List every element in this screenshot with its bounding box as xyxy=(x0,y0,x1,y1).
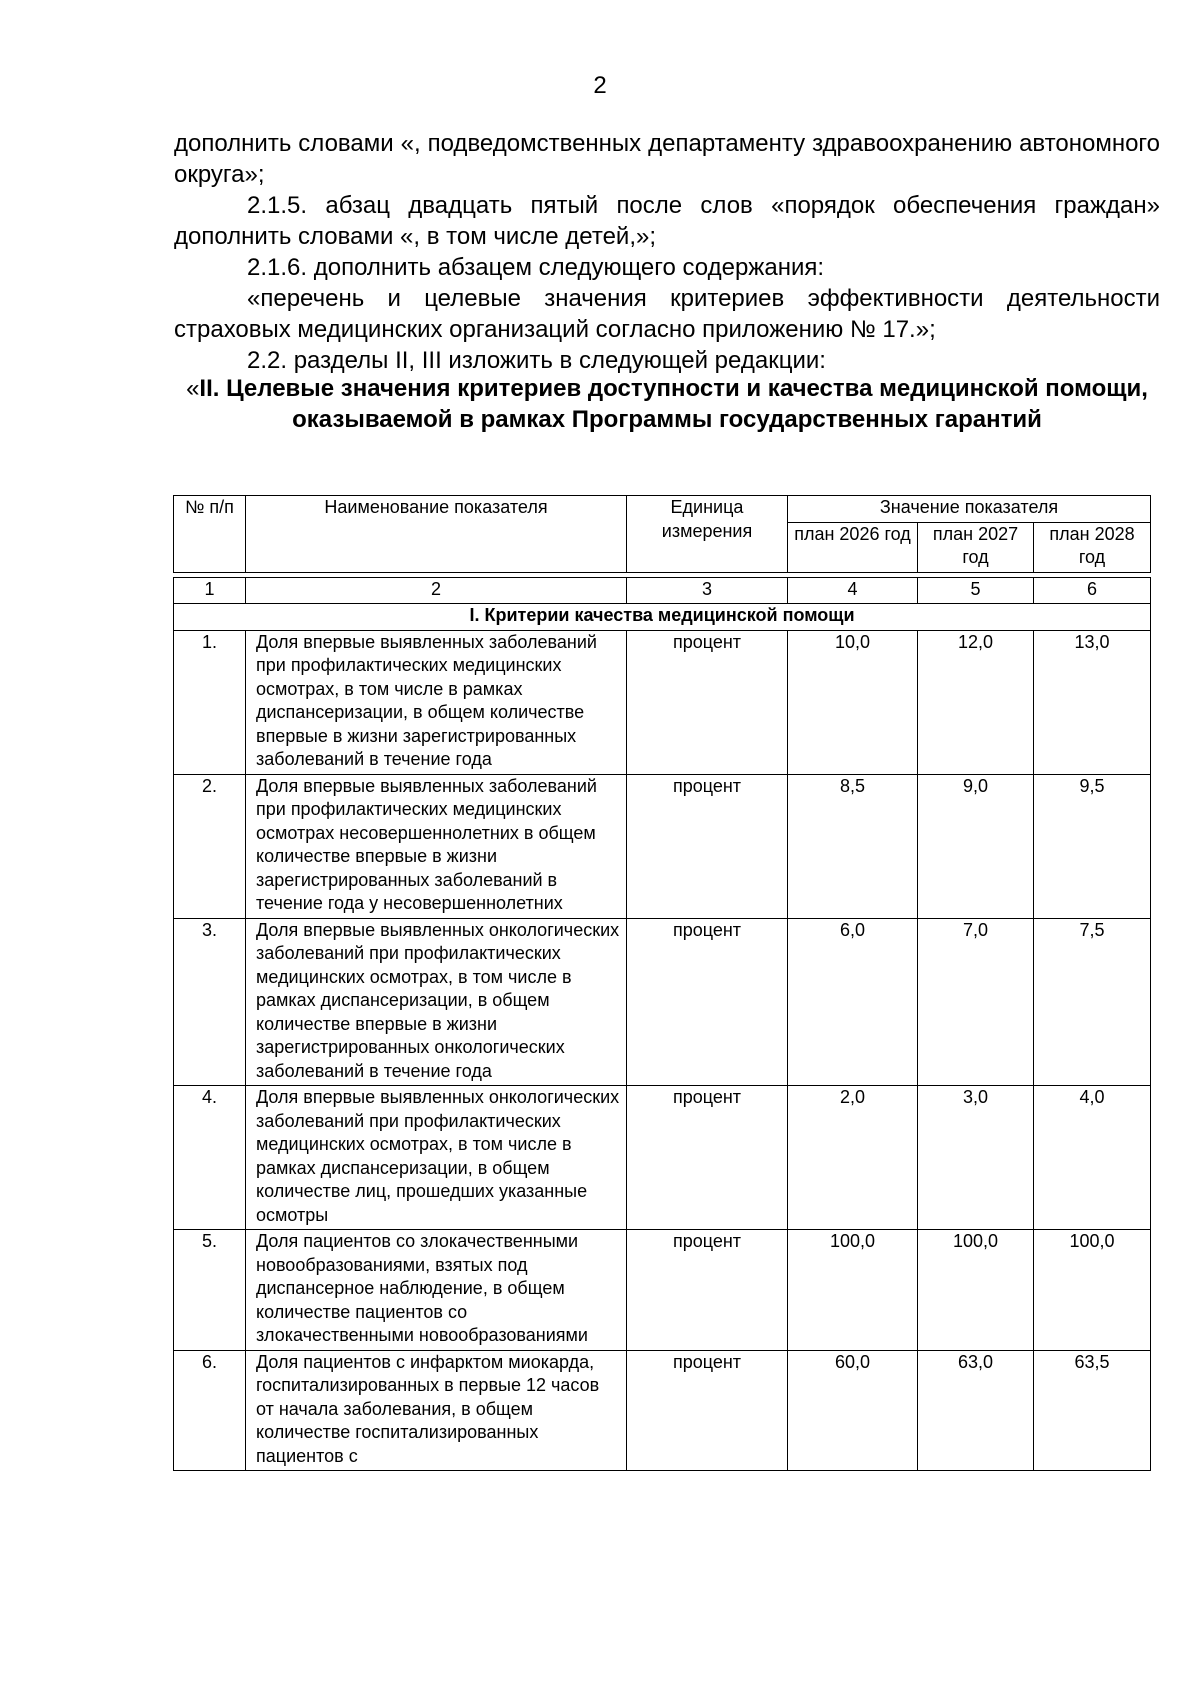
header-row xyxy=(174,496,1151,523)
table-row xyxy=(174,630,1151,774)
row-value-2028: 7,5 xyxy=(1034,918,1151,1086)
row-value-2027: 63,0 xyxy=(918,1350,1034,1471)
row-value-2028: 4,0 xyxy=(1034,1086,1151,1230)
row-num: 3. xyxy=(174,918,246,1086)
section-label: I. Критерии качества медицинской помощи xyxy=(174,604,1151,631)
section-title-text: II. Целевые значения критериев доступности и качества медицинской помощи, оказываемой в рамках Программы государственных гарантий xyxy=(199,375,1148,433)
column-number: 1 xyxy=(174,577,246,604)
column-number: 5 xyxy=(918,577,1034,604)
row-name: Доля впервые выявленных заболеваний при профилактических медицинских осмотрах несовершеннолетних в общем количестве впервые в жизни зарегистрированных заболеваний в течение года у несовершеннолетних xyxy=(246,774,627,918)
row-value-2026: 8,5 xyxy=(788,774,918,918)
row-value-2026: 6,0 xyxy=(788,918,918,1086)
table-row xyxy=(174,774,1151,918)
body-text xyxy=(174,128,1160,376)
header-year: план 2028 год xyxy=(1034,522,1151,572)
criteria-table xyxy=(173,495,1151,1471)
table-row xyxy=(174,1230,1151,1351)
row-num: 4. xyxy=(174,1086,246,1230)
row-value-2028: 9,5 xyxy=(1034,774,1151,918)
row-value-2028: 63,5 xyxy=(1034,1350,1151,1471)
paragraph: дополнить словами «, подведомственных департаменту здравоохранению автономного округа»; xyxy=(174,130,1160,188)
row-name: Доля впервые выявленных онкологических заболеваний при профилактических медицинских осмотрах, в том числе в рамках диспансеризации, в общем количестве лиц, прошедших указанные осмотры xyxy=(246,1086,627,1230)
row-num: 5. xyxy=(174,1230,246,1351)
row-unit: процент xyxy=(627,630,788,774)
paragraph: 2.1.5. абзац двадцать пятый после слов «порядок обеспечения граждан» дополнить словами «, в том числе детей,»; xyxy=(174,192,1160,250)
header-year: план 2026 год xyxy=(788,522,918,572)
header-name: Наименование показателя xyxy=(246,496,627,573)
section-row xyxy=(174,604,1151,631)
row-name: Доля впервые выявленных онкологических заболеваний при профилактических медицинских осмотрах, в том числе в рамках диспансеризации, в общем количестве впервые в жизни зарегистрированных онкологических заболеваний в течение года xyxy=(246,918,627,1086)
column-number: 3 xyxy=(627,577,788,604)
header-year: план 2027 год xyxy=(918,522,1034,572)
column-number: 2 xyxy=(246,577,627,604)
row-value-2026: 10,0 xyxy=(788,630,918,774)
row-value-2026: 100,0 xyxy=(788,1230,918,1351)
row-unit: процент xyxy=(627,1086,788,1230)
column-number: 4 xyxy=(788,577,918,604)
row-value-2027: 100,0 xyxy=(918,1230,1034,1351)
table-row xyxy=(174,1350,1151,1471)
section-title xyxy=(174,373,1160,435)
row-unit: процент xyxy=(627,1350,788,1471)
row-value-2027: 9,0 xyxy=(918,774,1034,918)
row-name: Доля впервые выявленных заболеваний при профилактических медицинских осмотрах, в том числе в рамках диспансеризации, в общем количестве впервые в жизни зарегистрированных заболеваний в течение года xyxy=(246,630,627,774)
opening-quote: « xyxy=(186,375,200,402)
paragraph: «перечень и целевые значения критериев эффективности деятельности страховых медицинских организаций согласно приложению № 17.»; xyxy=(174,285,1160,343)
row-num: 6. xyxy=(174,1350,246,1471)
header-num: № п/п xyxy=(174,496,246,573)
row-unit: процент xyxy=(627,1230,788,1351)
column-number-row xyxy=(174,577,1151,604)
table-row xyxy=(174,1086,1151,1230)
row-value-2027: 7,0 xyxy=(918,918,1034,1086)
column-number: 6 xyxy=(1034,577,1151,604)
header-unit: Единица измерения xyxy=(627,496,788,573)
row-unit: процент xyxy=(627,774,788,918)
row-unit: процент xyxy=(627,918,788,1086)
page-number: 2 xyxy=(593,72,607,99)
row-num: 2. xyxy=(174,774,246,918)
row-value-2028: 13,0 xyxy=(1034,630,1151,774)
row-value-2026: 2,0 xyxy=(788,1086,918,1230)
table-row xyxy=(174,918,1151,1086)
row-num: 1. xyxy=(174,630,246,774)
row-value-2028: 100,0 xyxy=(1034,1230,1151,1351)
header-value-group: Значение показателя xyxy=(788,496,1151,523)
row-value-2027: 12,0 xyxy=(918,630,1034,774)
paragraph: 2.2. разделы II, III изложить в следующей редакции: xyxy=(247,347,826,374)
row-name: Доля пациентов со злокачественными новообразованиями, взятых под диспансерное наблюдение, в общем количестве пациентов со злокачественными новообразованиями xyxy=(246,1230,627,1351)
paragraph: 2.1.6. дополнить абзацем следующего содержания: xyxy=(247,254,825,281)
row-value-2026: 60,0 xyxy=(788,1350,918,1471)
row-name: Доля пациентов с инфарктом миокарда, госпитализированных в первые 12 часов от начала заболевания, в общем количестве госпитализированных пациентов с xyxy=(246,1350,627,1471)
row-value-2027: 3,0 xyxy=(918,1086,1034,1230)
